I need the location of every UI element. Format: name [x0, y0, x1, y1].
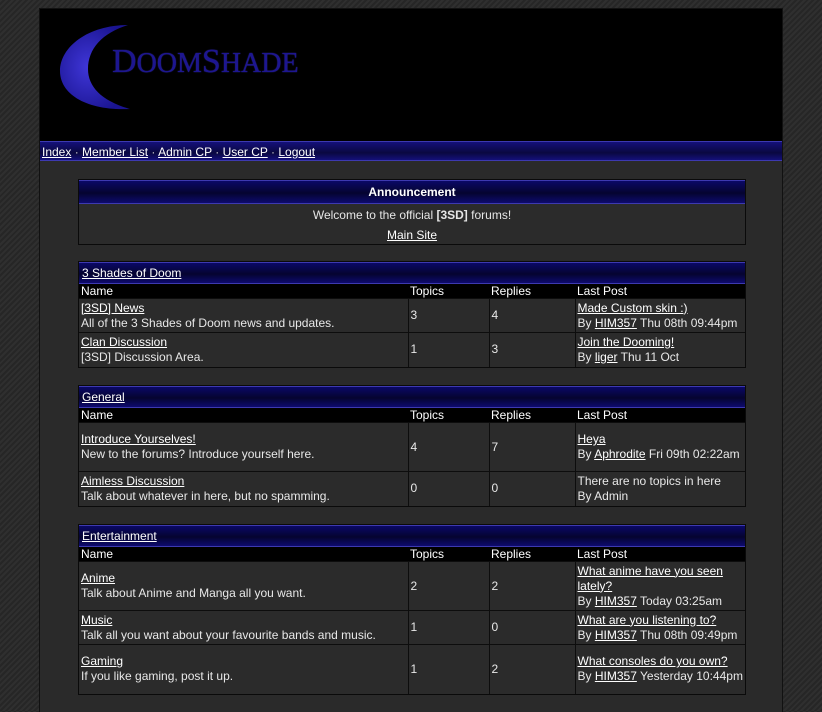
category-header [79, 262, 745, 284]
last-post-link[interactable]: Join the Dooming! [577, 334, 675, 349]
last-post-link[interactable]: Made Custom skin :) [577, 300, 688, 315]
last-post-cell [575, 333, 745, 367]
last-post-link[interactable]: Heya [577, 432, 606, 446]
announcement-clan-tag: [3SD] [436, 208, 468, 222]
post-time: Yesterday 10:44pm [636, 669, 743, 684]
nav-member-list-link[interactable]: Member List [82, 145, 149, 159]
forum-row [79, 472, 745, 506]
last-post-link[interactable]: What are you listening to? [577, 612, 717, 627]
col-name-header: Name [79, 284, 408, 299]
nav-separator: · [71, 145, 83, 159]
nav-separator: · [148, 145, 159, 159]
replies-count: 4 [489, 299, 575, 333]
col-last-post-header: Last Post [575, 284, 745, 299]
forum-table [79, 408, 745, 506]
forum-link[interactable]: Anime [81, 571, 116, 585]
replies-count: 2 [489, 645, 575, 694]
col-replies-header: Replies [489, 547, 575, 562]
topics-count: 0 [408, 472, 489, 506]
nav-logout-link[interactable]: Logout [278, 145, 316, 159]
forum-row [79, 299, 745, 333]
forum-link[interactable]: Introduce Yourselves! [81, 432, 196, 446]
category-general [78, 385, 746, 507]
by-label: By [577, 349, 595, 364]
col-topics-header: Topics [408, 408, 489, 423]
post-time: Today 03:25am [636, 593, 723, 608]
forum-description: If you like gaming, post it up. [81, 669, 234, 684]
col-replies-header: Replies [489, 408, 575, 423]
user-link[interactable]: liger [594, 349, 618, 364]
forum-name-cell [79, 299, 408, 333]
forum-description: Talk about whatever in here, but no spamming. [81, 488, 330, 503]
announcement-panel [78, 179, 746, 245]
forum-description: New to the forums? Introduce yourself here. [81, 447, 315, 461]
by-label: By [577, 447, 595, 461]
by-admin-text: By Admin [577, 488, 629, 503]
category-title-link[interactable]: 3 Shades of Doom [82, 266, 182, 280]
category-header [79, 386, 745, 408]
by-label: By [577, 315, 595, 330]
announcement-text-end: forums! [467, 208, 512, 222]
category-3-shades-of-doom [78, 261, 746, 368]
post-time: Fri 09th 02:22am [645, 447, 740, 461]
forum-row [79, 333, 745, 367]
last-post-link[interactable]: What consoles do you own? [577, 654, 728, 669]
topics-count: 4 [408, 423, 489, 472]
forum-row [79, 611, 745, 645]
announcement-text: Welcome to the official [312, 208, 437, 222]
nav-user-cp-link[interactable]: User CP [222, 145, 268, 159]
site-header [40, 9, 782, 141]
nav-admin-cp-link[interactable]: Admin CP [158, 145, 212, 159]
topics-count: 2 [408, 562, 489, 611]
forum-link[interactable]: Clan Discussion [81, 334, 168, 349]
col-last-post-header: Last Post [575, 547, 745, 562]
forum-table [79, 284, 745, 367]
user-link[interactable]: HIM357 [594, 593, 637, 608]
forum-name-cell [79, 472, 408, 506]
col-replies-header: Replies [489, 284, 575, 299]
nav-separator: · [211, 145, 223, 159]
forum-row [79, 645, 745, 694]
user-link[interactable]: HIM357 [594, 315, 637, 330]
nav-separator: · [267, 145, 279, 159]
category-entertainment [78, 524, 746, 695]
by-label: By [577, 593, 595, 608]
page-wrapper [39, 8, 783, 712]
forum-row [79, 423, 745, 472]
last-post-cell [575, 299, 745, 333]
column-header-row [79, 547, 745, 562]
forum-row [79, 562, 745, 611]
forum-description: Talk all you want about your favourite bands and music. [81, 627, 376, 642]
forum-name-cell [79, 333, 408, 367]
nav-index-link[interactable]: Index [42, 145, 72, 159]
category-title-link[interactable]: Entertainment [82, 529, 157, 543]
forum-description: [3SD] Discussion Area. [81, 349, 204, 364]
col-name-header: Name [79, 547, 408, 562]
col-name-header: Name [79, 408, 408, 423]
last-post-cell [575, 423, 745, 472]
announcement-title: Announcement [79, 180, 745, 204]
post-time: Thu 11 Oct [617, 349, 680, 364]
user-link[interactable]: Aphrodite [594, 447, 646, 461]
forum-link[interactable]: [3SD] News [81, 300, 145, 315]
post-time: Thu 08th 09:49pm [636, 627, 738, 642]
column-header-row [79, 284, 745, 299]
replies-count: 0 [489, 472, 575, 506]
topics-count: 1 [408, 611, 489, 645]
col-topics-header: Topics [408, 284, 489, 299]
forum-table [79, 547, 745, 694]
column-header-row [79, 408, 745, 423]
col-topics-header: Topics [408, 547, 489, 562]
announcement-body [79, 204, 745, 245]
replies-count: 2 [489, 562, 575, 611]
forum-description: Talk about Anime and Manga all you want. [81, 586, 306, 600]
forum-link[interactable]: Aimless Discussion [81, 473, 185, 488]
user-link[interactable]: HIM357 [594, 669, 637, 684]
forum-name-cell [79, 611, 408, 645]
forum-name-cell [79, 645, 408, 694]
forum-name-cell [79, 562, 408, 611]
post-time: Thu 08th 09:44pm [636, 315, 738, 330]
by-label: By [577, 669, 595, 684]
col-last-post-header: Last Post [575, 408, 745, 423]
last-post-cell [575, 611, 745, 645]
forum-link[interactable]: Gaming [81, 654, 124, 669]
topics-count: 1 [408, 645, 489, 694]
forum-link[interactable]: Music [81, 612, 113, 627]
category-title-link[interactable]: General [82, 390, 125, 404]
user-link[interactable]: HIM357 [594, 627, 637, 642]
replies-count: 7 [489, 423, 575, 472]
site-logo-text: DOOMSHADE [112, 43, 299, 80]
forum-description: All of the 3 Shades of Doom news and updates. [81, 315, 335, 330]
forum-name-cell [79, 423, 408, 472]
no-topics-text: There are no topics in here [577, 473, 721, 488]
category-header [79, 525, 745, 547]
topics-count: 1 [408, 333, 489, 367]
last-post-link[interactable]: What anime have you seen lately? [577, 563, 723, 593]
last-post-cell [575, 472, 745, 506]
replies-count: 0 [489, 611, 575, 645]
by-label: By [577, 627, 595, 642]
last-post-cell [575, 562, 745, 611]
main-navigation [40, 141, 782, 161]
last-post-cell [575, 645, 745, 694]
topics-count: 3 [408, 299, 489, 333]
main-site-link[interactable]: Main Site [386, 228, 438, 242]
replies-count: 3 [489, 333, 575, 367]
